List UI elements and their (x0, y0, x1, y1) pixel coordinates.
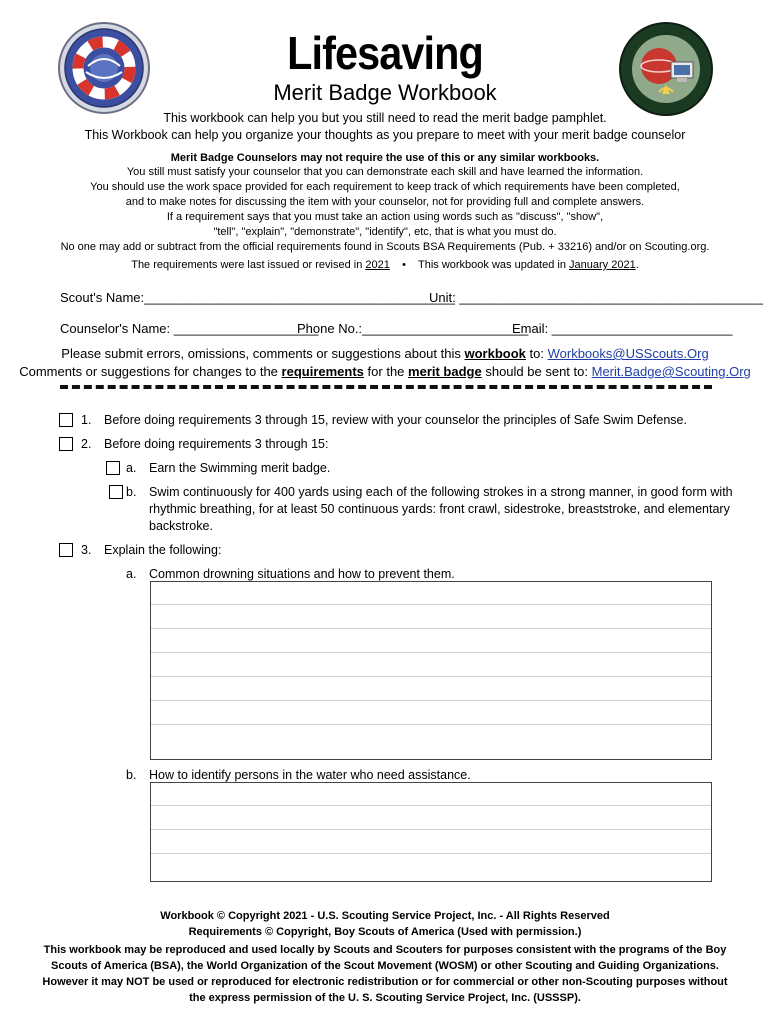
req-2-checkbox[interactable] (59, 437, 73, 451)
req-3b-answer-box[interactable] (150, 782, 712, 882)
req-3a-answer-box[interactable] (150, 581, 712, 760)
updated-date: January 2021 (569, 259, 636, 271)
issued-prefix: The requirements were last issued or revised in (131, 259, 363, 271)
workbook-subtitle: Merit Badge Workbook (273, 80, 497, 105)
ruled-line (151, 829, 711, 830)
section-divider (60, 385, 712, 389)
notice-line: No one may add or subtract from the official requirements found in Scouts BSA Requirements (Pub. + 33216) and/or on Scouting.org. (60, 241, 710, 253)
ruled-line (151, 676, 711, 677)
counselor-name-field[interactable]: Counselor's Name: ____________________ (60, 321, 319, 336)
workbook-title: Lifesaving (287, 27, 483, 79)
footer-copyright: Workbook © Copyright 2021 - U.S. Scouting Service Project, Inc. - All Rights Reserved (160, 910, 610, 922)
phone-field[interactable]: Phone No.:_______________________ (297, 321, 529, 336)
notice-line: "tell", "explain", "demonstrate", "identify", etc, that is what you must do. (213, 226, 557, 238)
scouts-name-field[interactable]: Scout's Name:___________________________________________ (60, 290, 456, 305)
footer-requirements-copyright: Requirements © Copyright, Boy Scouts of America (Used with permission.) (188, 926, 582, 938)
req-2a-letter: a. (126, 461, 137, 475)
unit-field[interactable]: Unit: __________________________________________ (429, 290, 764, 305)
req-2b-line-3: backstroke. (149, 519, 213, 533)
req-3-number: 3. (81, 543, 92, 557)
req-2a-text: Earn the Swimming merit badge. (149, 461, 331, 475)
footer-usage-line: This workbook may be reproduced and used locally by Scouts and Scouters for purposes consistent with the programs of the Boy (43, 944, 727, 956)
req-1-checkbox[interactable] (59, 413, 73, 427)
notice-line: You should use the work space provided for each requirement to keep track of which requirements have been completed, (90, 181, 680, 193)
req-3-text: Explain the following: (104, 543, 222, 557)
email-field[interactable]: Email: _________________________ (512, 321, 733, 336)
footer-usage-line: Scouts of America (BSA), the World Organization of the Scout Movement (WOSM) or other Scouting and Guiding Organizations. (51, 960, 719, 972)
req-2a-checkbox[interactable] (106, 461, 120, 475)
req-1-text: Before doing requirements 3 through 15, review with your counselor the principles of Safe Swim Defense. (104, 413, 687, 427)
req-3b-letter: b. (126, 768, 137, 782)
merit-badge-email-link[interactable]: Merit.Badge@Scouting.Org (591, 364, 751, 379)
req-3b-text: How to identify persons in the water who need assistance. (149, 768, 471, 782)
ruled-line (151, 652, 711, 653)
intro-line-1: This workbook can help you but you still need to read the merit badge pamphlet. (163, 111, 607, 125)
ruled-line (151, 724, 711, 725)
notice-line: If a requirement says that you must take an action using words such as "discuss", "show", (166, 211, 604, 223)
req-3a-text: Common drowning situations and how to prevent them. (149, 567, 455, 581)
footer-usage-line: However it may NOT be used or reproduced for electronic redistribution or for commercial or other non-Scouting purposes without (42, 976, 728, 988)
ruled-line (151, 604, 711, 605)
workbooks-email-link[interactable]: Workbooks@USScouts.Org (547, 346, 709, 361)
ruled-line (151, 805, 711, 806)
ruled-line (151, 628, 711, 629)
intro-line-2: This Workbook can help you organize your thoughts as you prepare to meet with your merit badge counselor (84, 128, 686, 142)
submit-errors-line: Please submit errors, omissions, comments or suggestions about this workbook to: Workbooks@USScouts.Org (61, 346, 709, 361)
submit-requirements-line: Comments or suggestions for changes to the requirements for the merit badge should be sent to: Merit.Badge@Scouting.Org (19, 364, 751, 379)
bullet: • (402, 259, 406, 271)
notice-line: and to make notes for discussing the item with your counselor, not for providing full and complete answers. (125, 196, 645, 208)
req-2b-line-1: Swim continuously for 400 yards using each of the following strokes in a strong manner, in good form with (149, 485, 733, 499)
notice-heading: Merit Badge Counselors may not require the use of this or any similar workbooks. (170, 152, 600, 164)
req-1-number: 1. (81, 413, 92, 427)
req-2-number: 2. (81, 437, 92, 451)
footer-usage-line: the express permission of the U. S. Scouting Service Project, Inc. (USSSP). (189, 992, 581, 1004)
req-3a-letter: a. (126, 567, 137, 581)
revision-info: The requirements were last issued or revised in 2021 • This workbook was updated in January 2021. (131, 259, 639, 271)
ruled-line (151, 700, 711, 701)
notice-line: You still must satisfy your counselor that you can demonstrate each skill and have learned the information. (126, 166, 644, 178)
req-2b-letter: b. (126, 485, 137, 499)
ruled-line (151, 853, 711, 854)
req-3-checkbox[interactable] (59, 543, 73, 557)
req-2b-line-2: rhythmic breathing, for at least 50 continuous yards: front crawl, sidestroke, breaststroke, and elementary (149, 502, 730, 516)
req-2b-checkbox[interactable] (109, 485, 123, 499)
updated-prefix: This workbook was updated in (418, 259, 566, 271)
req-2-text: Before doing requirements 3 through 15: (104, 437, 329, 451)
issued-year: 2021 (365, 259, 390, 271)
